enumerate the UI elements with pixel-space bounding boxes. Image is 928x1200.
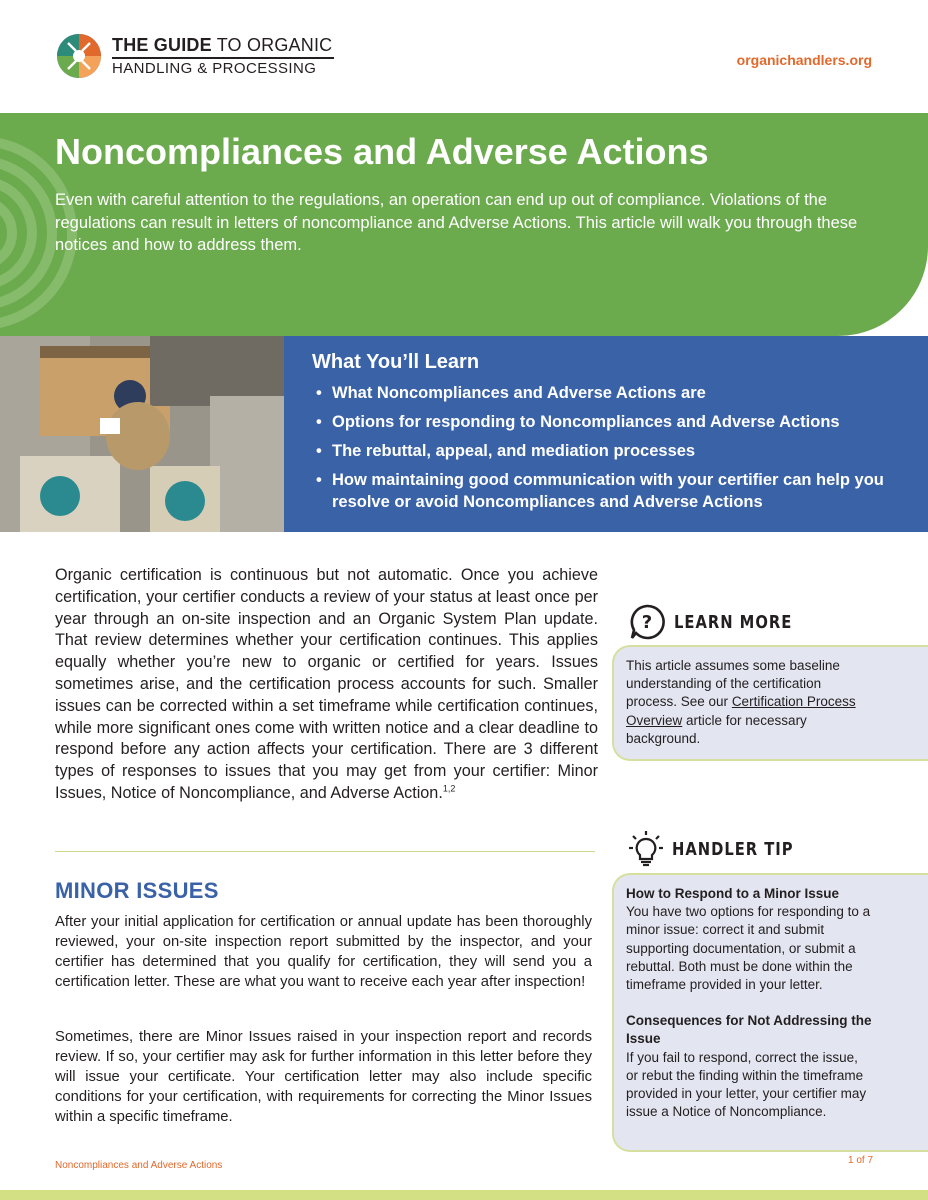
- worker-photo-image: [0, 336, 284, 532]
- tip-text-2: If you fail to respond, correct the issue, or rebut the finding within the timeframe provided in your letter, your certifier may issue a Notice of Noncompliance.: [626, 1049, 867, 1120]
- learn-more-label: LEARN MORE: [674, 611, 793, 633]
- handler-tip-heading: [628, 830, 820, 868]
- minor-issues-paragraph-1: After your initial application for certification or annual update has been thoroughly reviewed, your on-site inspection report submitted by the inspector, and your certifier has determined that you qualify for certification, they will send you a certification letter. These are what you want to receive each year after inspection!: [55, 914, 592, 990]
- learning-objectives-heading: What You’ll Learn: [312, 351, 480, 373]
- learn-more-heading: [628, 603, 818, 641]
- lightbulb-icon: [628, 830, 664, 868]
- certification-overview-link[interactable]: Certification Process Overview: [626, 694, 856, 728]
- intro-paragraph: Organic certification is continuous but not automatic. Once you achieve certification, your certifier conducts a review of your status at least once per year through an on-site inspection and an Organic System Plan update. That review determines whether your certification continues. This applies equally whether you’re new to organic or certified for years. Issues sometimes arise, and the certification process accounts for such. Smaller issues can be corrected within a set timeframe while certification continues, while more significant ones come with written notice and a clear deadline to respond before any action affects your certification. There are 3 different types of responses to issues that you may get from your certifier: Minor Issues, Notice of Noncompliance, and Adverse Action.$^{1,2}$: [55, 566, 598, 802]
- page-number: 1 of 7: [848, 1155, 874, 1166]
- handler-tip-label: HANDLER TIP: [672, 838, 794, 860]
- site-url-link[interactable]: organichandlers.org: [736, 52, 872, 68]
- svg-text:?: ?: [641, 612, 653, 633]
- warehouse-photo: [0, 336, 284, 532]
- page-title: Noncompliances and Adverse Actions: [55, 131, 709, 172]
- section-divider: [55, 851, 595, 852]
- minor-issues-paragraph-2: Sometimes, there are Minor Issues raised in your inspection report and records review. If so, your certifier may ask for further information in this letter before they will issue your certificate. Your certification letter may also include specific conditions for your certification, with requirements for correcting the Minor Issues within a specific timeframe.: [55, 1029, 592, 1125]
- tip-heading-1: How to Respond to a Minor Issue: [626, 886, 840, 901]
- footer-title: Noncompliances and Adverse Actions: [55, 1160, 223, 1171]
- page-intro: Even with careful attention to the regulations, an operation can end up out of compliance. Violations of the regulations can result in letters of noncompliance and Adverse Actions. This article will walk you through these notices and how to address them.: [55, 191, 858, 254]
- main-column: [55, 565, 598, 805]
- footnote-ref[interactable]: 1,2: [442, 783, 456, 794]
- logo-rule: [112, 57, 334, 59]
- learning-objectives-box: [284, 336, 928, 532]
- footer-bar: [0, 1190, 928, 1200]
- logo-title: THE GUIDE TO ORGANIC: [112, 35, 333, 55]
- logo-mark-icon: [56, 33, 102, 79]
- list-item: • Options for responding to Noncompliances and Adverse Actions: [312, 411, 892, 433]
- learn-more-panel: This article assumes some baseline understanding of the certification process. See our Certification Process Overview article for necessary background.: [612, 645, 928, 761]
- question-icon: [628, 603, 666, 641]
- list-item: • The rebuttal, appeal, and mediation processes: [312, 440, 892, 462]
- list-item: • How maintaining good communication with your certifier can help you resolve or avoid Noncompliances and Adverse Actions: [312, 469, 892, 513]
- logo[interactable]: [56, 33, 336, 81]
- tip-heading-2: Consequences for Not Addressing the Issue: [626, 1013, 872, 1047]
- learning-objectives-list: [312, 382, 892, 520]
- list-item: • What Noncompliances and Adverse Actions are: [312, 382, 892, 404]
- tip-text-1: You have two options for responding to a minor issue: correct it and submit supporting documentation, or submit a rebuttal. Both must be done within the timeframe provided in your letter.: [626, 904, 871, 993]
- minor-issues-heading: MINOR ISSUES: [55, 878, 219, 903]
- handler-tip-panel: [612, 873, 928, 1152]
- logo-subtitle: HANDLING & PROCESSING: [112, 60, 317, 77]
- title-banner: [0, 113, 928, 336]
